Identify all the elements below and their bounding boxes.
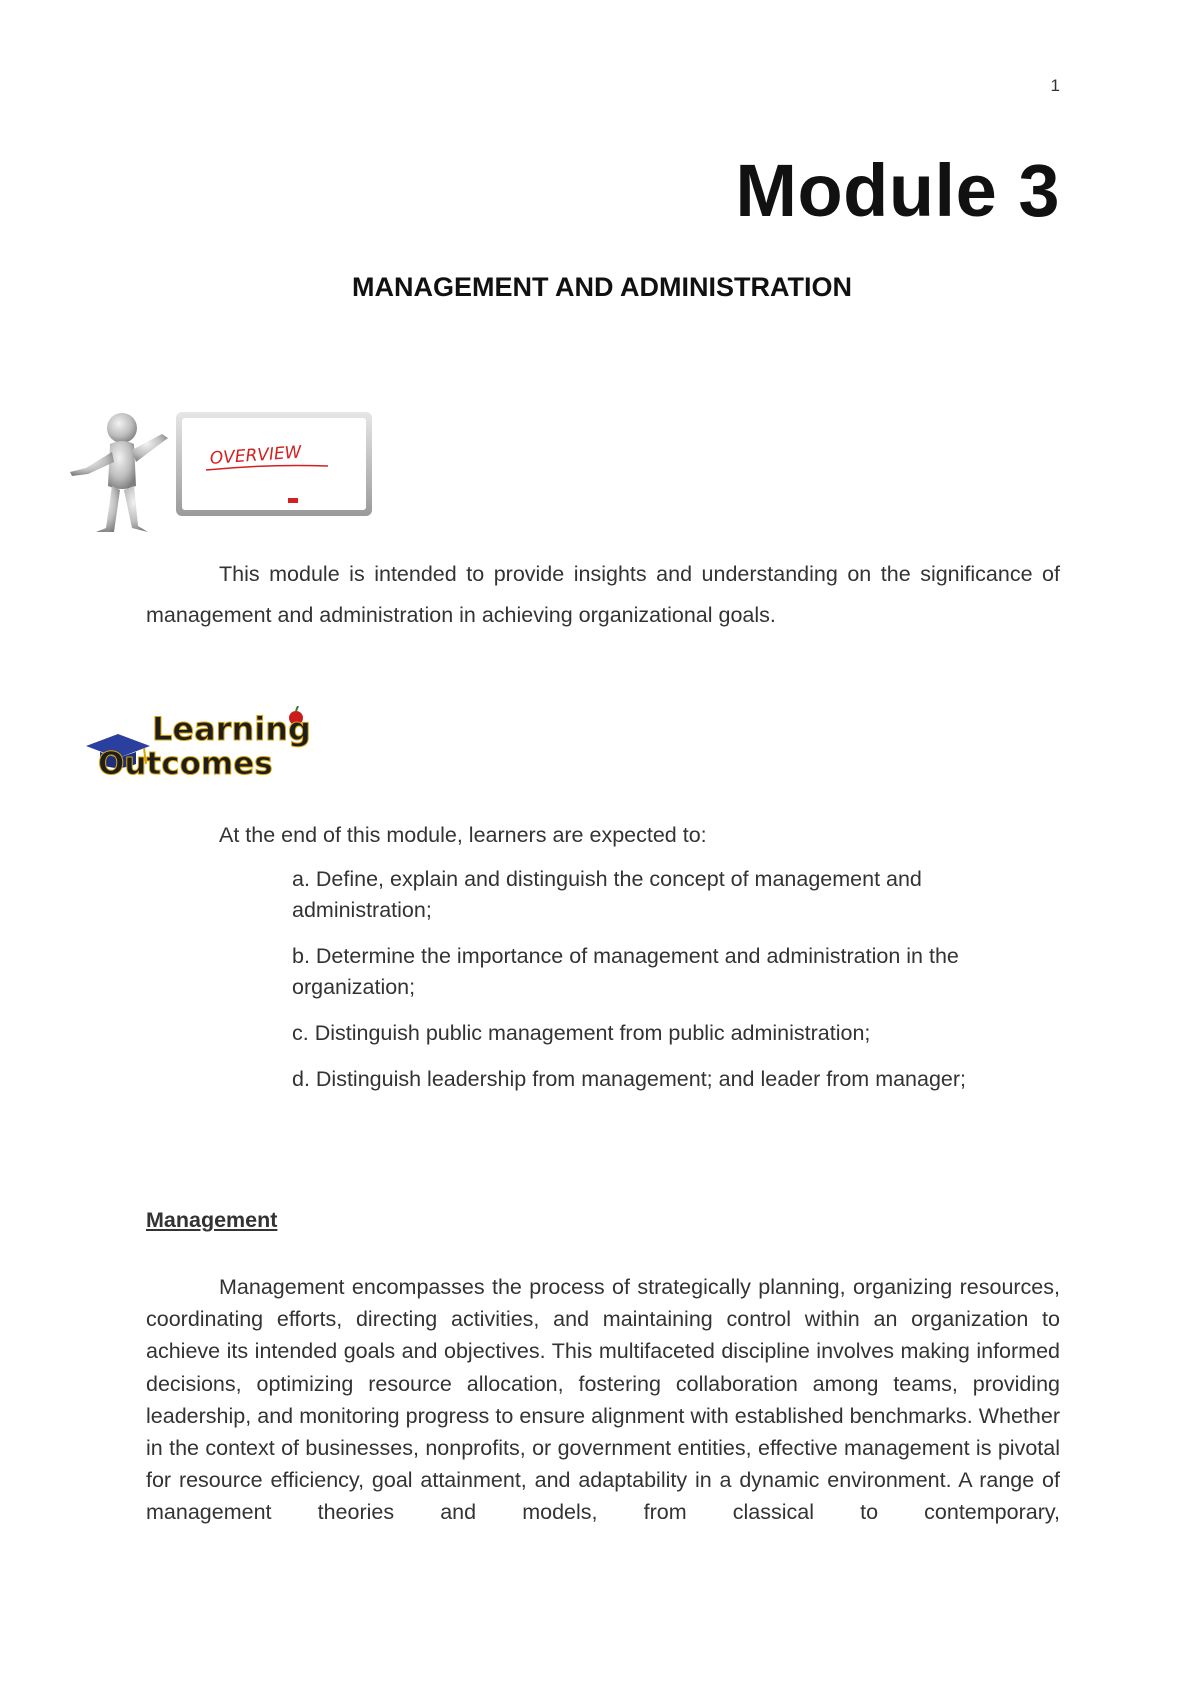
page-number: 1 <box>1050 76 1060 95</box>
module-subtitle <box>0 272 1200 303</box>
list-item: c. Distinguish public management from public administration; <box>292 1021 871 1045</box>
learning-outcomes-logo <box>86 706 366 786</box>
management-paragraph-text: Management encompasses the process of strategically planning, organizing resources, coordinating efforts, directing activities, and maintaining control within an organization to achieve its intended goals and objectives. This multifaceted discipline involves making informed decisions, optimizing resource allocation, fostering collaboration among teams, providing leadership, and monitoring progress to ensure alignment with established benchmarks. Whether in the context of businesses, nonprofits, or government entities, effective management is pivotal for resource efficiency, goal attainment, and adaptability in a dynamic environment. A range of management theories and models, from classical to contemporary, <box>146 1275 1060 1525</box>
list-item: a. Define, explain and distinguish the concept of management and administration; <box>292 867 922 922</box>
list-item: b. Determine the importance of management and administration in the organization; <box>292 944 959 999</box>
overview-illustration <box>66 408 376 536</box>
management-heading: Management <box>146 1208 278 1232</box>
learning-outcomes-intro: At the end of this module, learners are expected to: <box>219 823 707 847</box>
logo-learning-text: Learning <box>152 710 311 748</box>
management-paragraph <box>146 1271 1060 1529</box>
list-item: d. Distinguish leadership from management; and leader from manager; <box>292 1067 967 1091</box>
module-title: Module 3 <box>735 149 1060 232</box>
overview-paragraph <box>146 554 1060 636</box>
module-subtitle-text: MANAGEMENT AND ADMINISTRATION <box>352 272 852 302</box>
overview-board-text: OVERVIEW <box>209 442 303 469</box>
overview-paragraph-text: This module is intended to provide insights and understanding on the significance of management and administration in achieving organizational goals. <box>146 562 1060 627</box>
logo-outcomes-text: Outcomes <box>98 746 273 782</box>
learning-outcomes-list <box>292 864 1062 1110</box>
presenter-figure-icon <box>70 413 168 532</box>
overview-board <box>176 412 372 516</box>
